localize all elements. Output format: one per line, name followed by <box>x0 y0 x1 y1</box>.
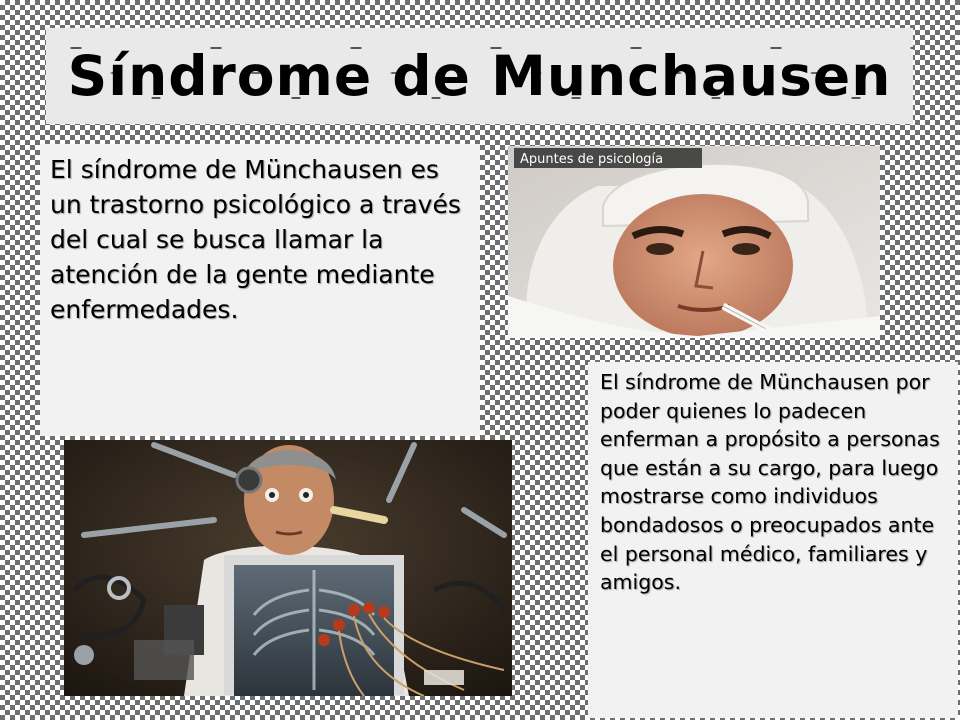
logo-text: Apuntes de psicología <box>520 152 664 167</box>
sick-man-thermometer-icon <box>508 146 880 338</box>
title-banner <box>46 28 913 124</box>
sick-man-photo <box>508 146 880 338</box>
doctor-illustration <box>64 440 512 696</box>
definition-paragraph: El síndrome de Münchausen es un trastorno psicológico a través del cual se busca llamar la atención de la gente mediante enfermedades. <box>50 155 461 324</box>
proxy-text-box <box>588 362 958 718</box>
proxy-paragraph: El síndrome de Münchausen por poder quienes lo padecen enferman a propósito a personas que están a su cargo, para luego mostrarse como individuos bondadosos o preocupados ante el personal médico, familiares y amigos. <box>600 370 940 595</box>
slide-title: Síndrome de Munchausen <box>67 44 892 108</box>
definition-text-box <box>40 144 480 436</box>
doctor-xray-icon <box>64 440 512 696</box>
